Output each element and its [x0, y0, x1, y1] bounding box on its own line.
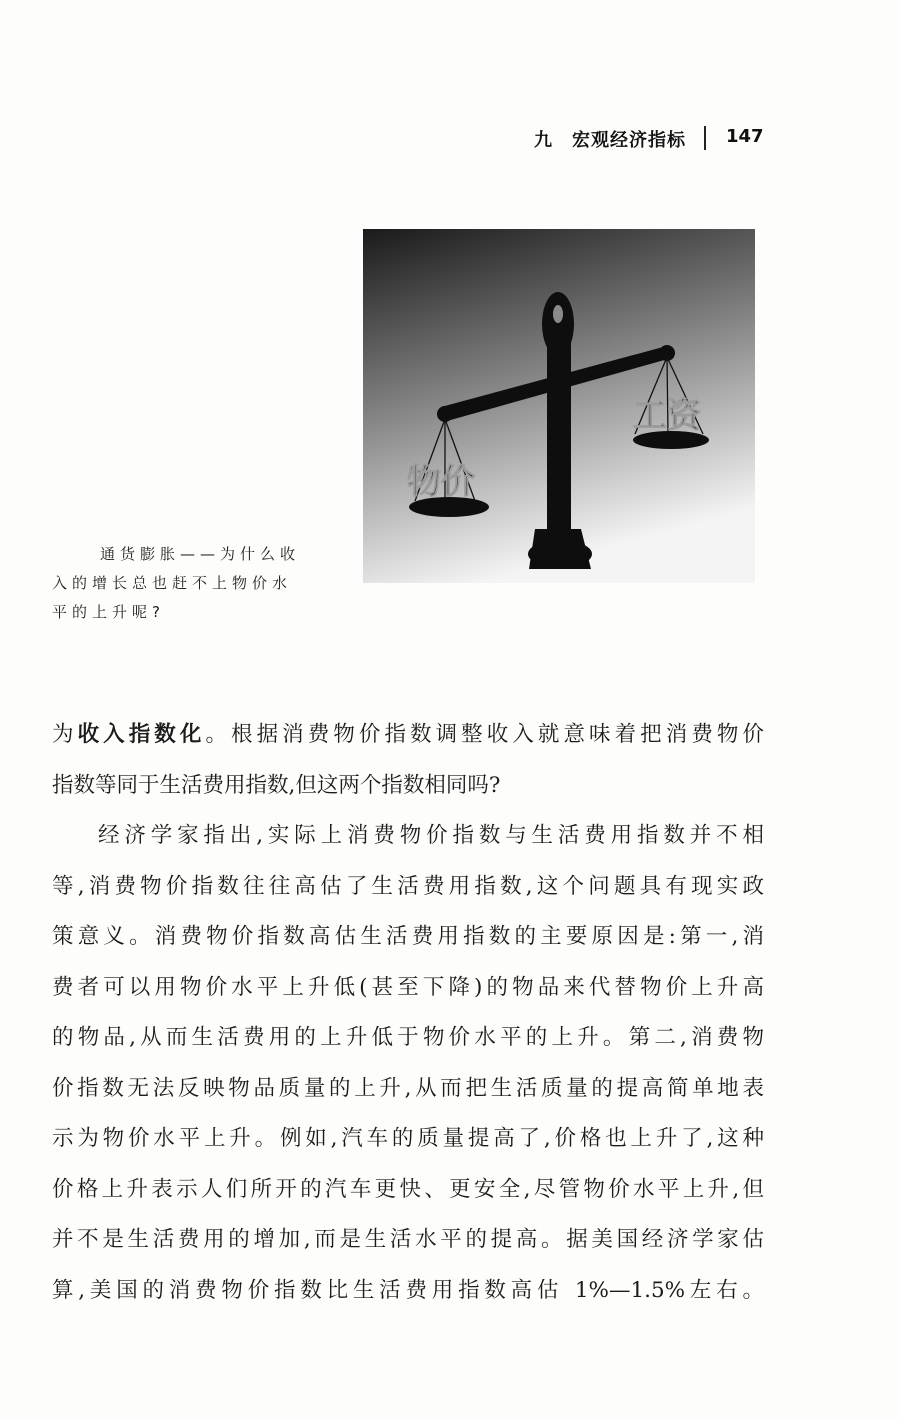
body-text — [52, 710, 764, 1316]
text-run: 。根据消费物价指数调整收入就意味着把消费物价 — [205, 722, 764, 747]
caption-line: 平的上升呢? — [52, 603, 165, 621]
running-header — [520, 126, 780, 154]
scale-drawing — [363, 229, 755, 583]
paragraph-line: 指数等同于生活费用指数,但这两个指数相同吗? — [52, 772, 501, 798]
paragraph-line: 价指数无法反映物品质量的上升,从而把生活质量的提高简单地表 — [52, 1075, 764, 1101]
paragraph-line: 并不是生活费用的增加,而是生活水平的提高。据美国经济学家估 — [52, 1227, 764, 1252]
chapter-number: 九 — [534, 130, 552, 151]
right-pan-label: 工资 — [633, 396, 701, 436]
caption-line: 入的增长总也赶不上物价水 — [52, 574, 293, 592]
balance-scale-illustration — [363, 229, 755, 583]
paragraph-line: 的物品,从而生活费用的上升低于物价水平的上升。第二,消费物 — [52, 1025, 764, 1050]
chapter-title: 宏观经济指标 — [572, 130, 686, 151]
paragraph-line: 价格上升表示人们所开的汽车更快、更安全,尽管物价水平上升,但 — [52, 1176, 764, 1202]
left-pan-label: 物价 — [407, 462, 475, 502]
page-number: 147 — [726, 126, 764, 147]
paragraph-line: 策意义。消费物价指数高估生活费用指数的主要原因是:第一,消 — [52, 924, 764, 949]
paragraph-line: 经济学家指出,实际上消费物价指数与生活费用指数并不相 — [98, 823, 764, 848]
paragraph-line: 示为物价水平上升。例如,汽车的质量提高了,价格也上升了,这种 — [52, 1126, 764, 1151]
figure-caption — [52, 540, 337, 627]
text-run: 为 — [52, 722, 78, 747]
header-divider — [704, 126, 706, 150]
paragraph-line: 费者可以用物价水平上升低(甚至下降)的物品来代替物价上升高 — [52, 974, 764, 1000]
bold-term: 收入指数化 — [77, 722, 206, 747]
paragraph-line — [52, 710, 764, 761]
caption-line: 通货膨胀——为什么收 — [100, 545, 301, 563]
scale-handle-hole — [553, 305, 563, 323]
paragraph-line: 算,美国的消费物价指数比生活费用指数高估 1%—1.5%左右。 — [52, 1277, 764, 1303]
paragraph-line: 等,消费物价指数往往高估了生活费用指数,这个问题具有现实政 — [52, 873, 764, 899]
